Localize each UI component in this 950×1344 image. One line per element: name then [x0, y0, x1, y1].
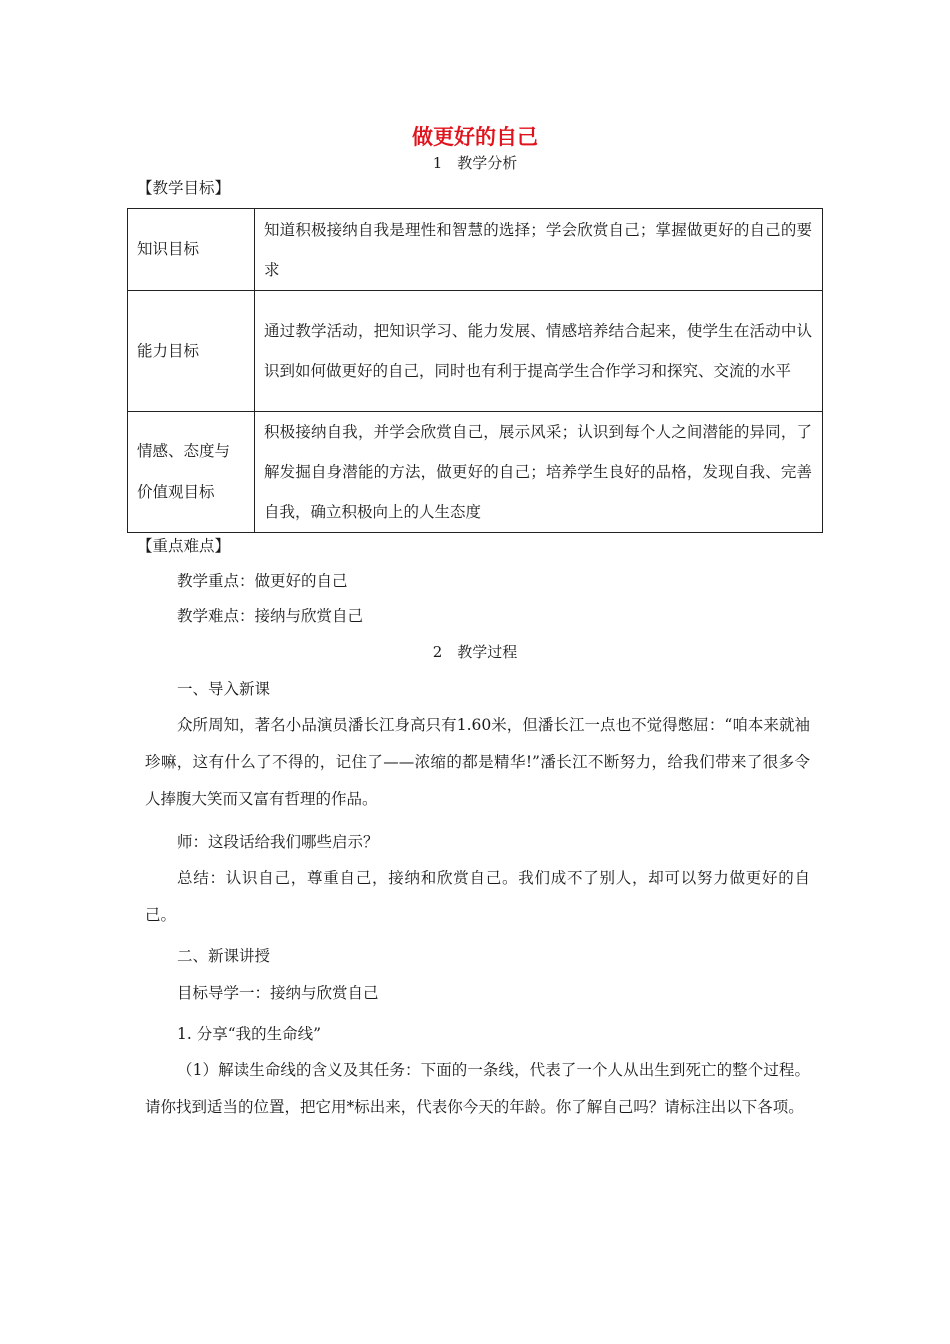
teacher-question: 师：这段话给我们哪些启示？	[177, 833, 379, 851]
item1-1-paragraph: （1）解读生命线的含义及其任务：下面的一条线，代表了一个人从出生到死亡的整个过程。请你找到适当的位置，把它用*标出来，代表你今天的年龄。你了解自己吗？请标注出以下各项。	[145, 1061, 810, 1116]
key-points-heading: 【重点难点】	[137, 537, 231, 555]
goal-label: 知识目标	[128, 209, 255, 291]
part2-heading: 二、新课讲授	[177, 947, 271, 965]
goal-label-line1: 情感、态度与	[137, 442, 231, 460]
section-heading-analysis: 1 教学分析	[432, 154, 518, 172]
item1-heading: 1. 分享“我的生命线”	[177, 1025, 322, 1043]
goal1-heading: 目标导学一：接纳与欣赏自己	[177, 984, 379, 1002]
section-heading-process: 2 教学过程	[432, 643, 518, 661]
table-row	[128, 412, 823, 533]
intro-paragraph: 众所周知，著名小品演员潘长江身高只有1.60米，但潘长江一点也不觉得憋屈：“咱本来就袖珍嘛，这有什么了不得的，记住了——浓缩的都是精华!”潘长江不断努力，给我们带来了很多令人捧腹大笑而又富有哲理的作品。	[145, 716, 810, 808]
key-point: 教学重点：做更好的自己	[177, 572, 348, 590]
summary-paragraph: 总结：认识自己，尊重自己，接纳和欣赏自己。我们成不了别人，却可以努力做更好的自己。	[145, 869, 810, 924]
goal-label-line2: 价值观目标	[137, 483, 215, 501]
goal-label	[128, 412, 255, 533]
difficult-point: 教学难点：接纳与欣赏自己	[177, 607, 364, 625]
document-title: 做更好的自己	[412, 124, 538, 149]
teaching-goals-table	[127, 208, 823, 533]
goal-content: 积极接纳自我，并学会欣赏自己，展示风采；认识到每个人之间潜能的异同，了解发掘自身潜能的方法，做更好的自己；培养学生良好的品格，发现自我、完善自我，确立积极向上的人生态度	[255, 412, 823, 533]
part1-heading: 一、导入新课	[177, 680, 271, 698]
table-row	[128, 291, 823, 412]
goal-content: 通过教学活动，把知识学习、能力发展、情感培养结合起来，使学生在活动中认识到如何做更好的自己，同时也有利于提高学生合作学习和探究、交流的水平	[255, 291, 823, 412]
goal-content: 知道积极接纳自我是理性和智慧的选择；学会欣赏自己；掌握做更好的自己的要求	[255, 209, 823, 291]
goal-label: 能力目标	[128, 291, 255, 412]
table-row	[128, 209, 823, 291]
goals-heading: 【教学目标】	[137, 179, 231, 197]
